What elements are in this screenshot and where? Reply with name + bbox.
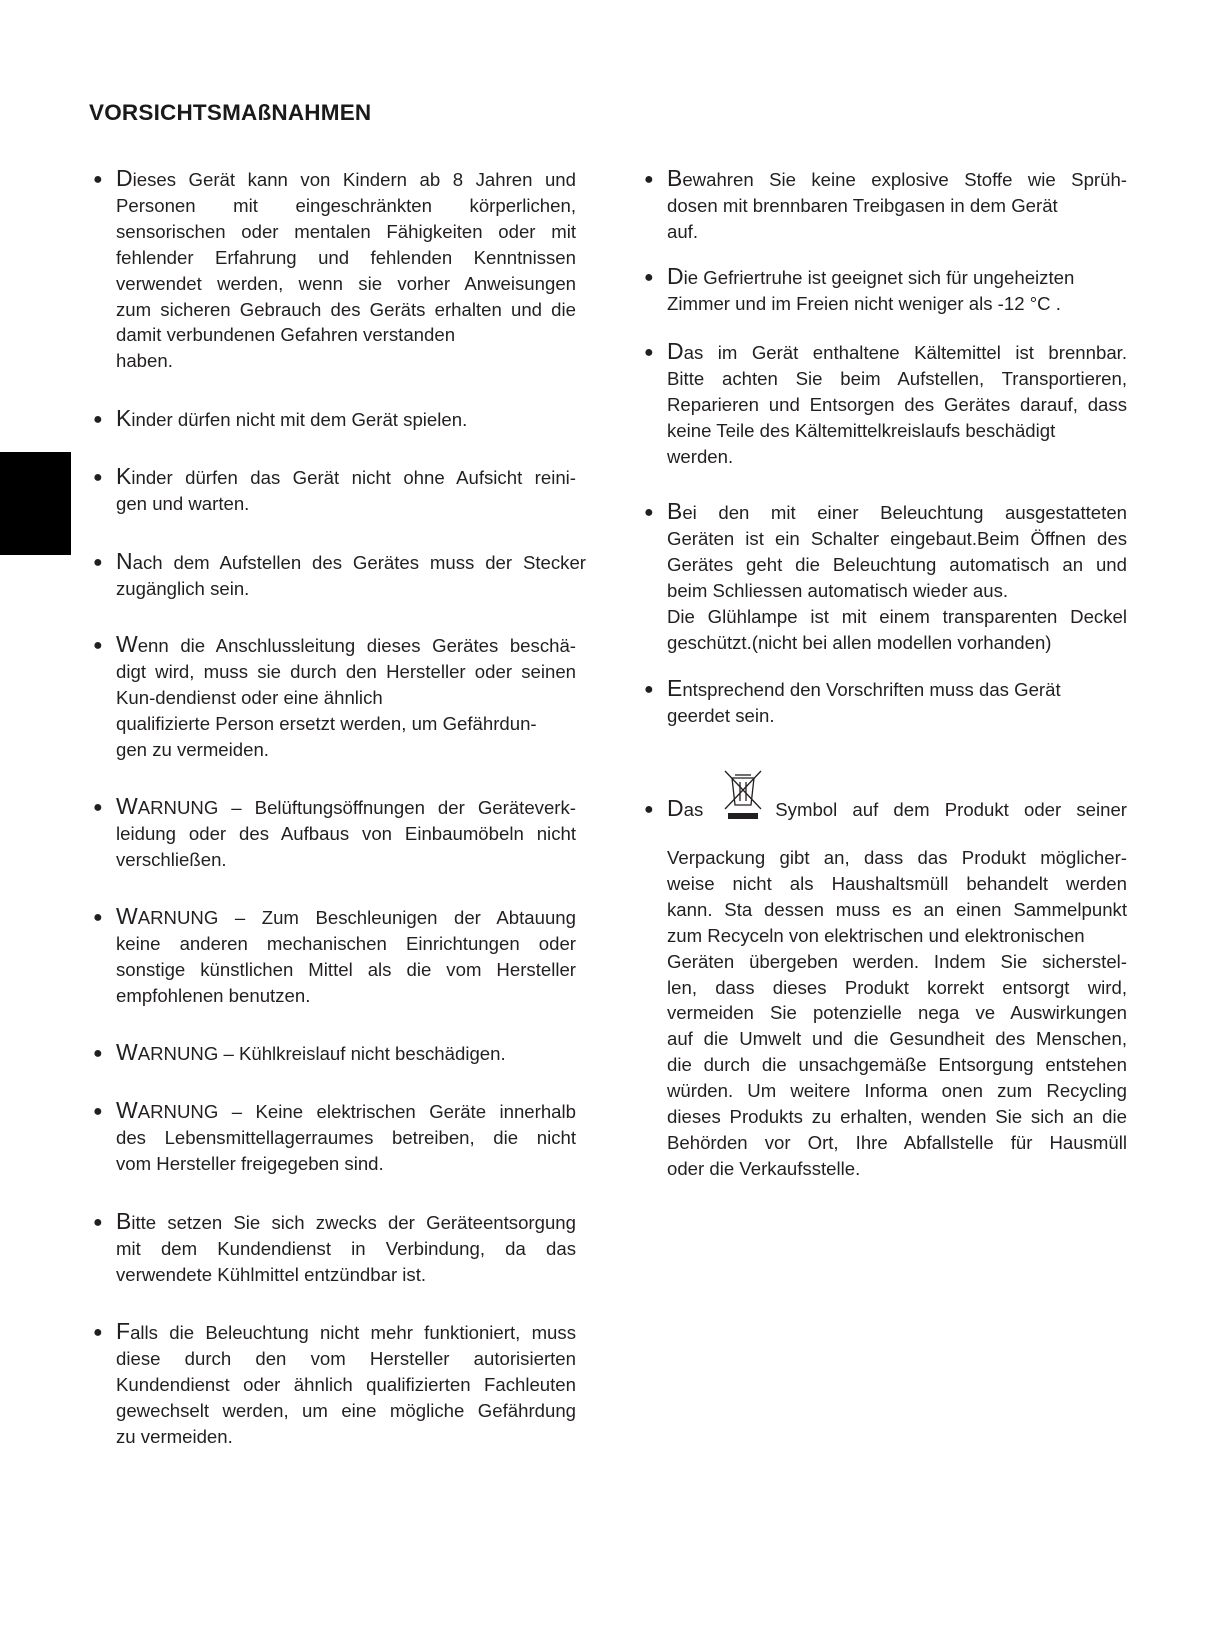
list-item: ● Die Gefriertruhe ist geeignet sich für ungeheizten Zimmer und im Freien nicht weniger als -12 °C . <box>644 263 1075 314</box>
bullet-icon: ● <box>93 1324 103 1341</box>
bullet-icon: ● <box>93 1103 103 1120</box>
bullet-icon: ● <box>644 801 654 818</box>
bullet-icon: ● <box>93 469 103 486</box>
bullet-icon: ● <box>93 1214 103 1231</box>
list-item: ● Kinder dürfen nicht mit dem Gerät spielen. <box>93 405 468 431</box>
bullet-icon: ● <box>93 171 103 188</box>
bullet-icon: ● <box>644 344 654 361</box>
bullet-icon: ● <box>644 504 654 521</box>
bullet-icon: ● <box>93 909 103 926</box>
list-item: ● Nach dem Aufstellen des Gerätes muss der Stecker zugänglich sein. <box>93 548 586 599</box>
list-item: ● WARNUNG – Kühlkreislauf nicht beschädigen. <box>93 1039 506 1065</box>
bullet-icon: ● <box>644 681 654 698</box>
list-item: ● Bitte setzen Sie sich zwecks der Geräteentsorgung mit dem Kundendienst in Verbindung, da das verwendete Kühlmittel entzündbar ist. <box>93 1208 576 1285</box>
weee-crossed-bin-icon <box>721 797 765 845</box>
bullet-icon: ● <box>93 1045 103 1062</box>
bullet-icon: ● <box>93 799 103 816</box>
list-item: ● Wenn die Anschlussleitung dieses Gerätes beschä- digt wird, muss sie durch den Hersteller oder seinen Kun-dendienst oder eine ähnlich qualifizierte Person ersetzt werden, um Gefährdun- gen zu vermeiden. <box>93 631 576 760</box>
list-item: ● Falls die Beleuchtung nicht mehr funktioniert, muss diese durch den vom Hersteller autorisierten Kundendienst oder ähnlich qualifizierten Fachleuten gewechselt werden, um eine mögliche Gefährdung zu vermeiden. <box>93 1318 576 1447</box>
list-item: ● Das Symbol auf dem Produkt oder seiner Verpackung gibt an, dass das Produkt möglicher- weise nicht als Haushaltsmüll behandelt werden kann. Sta dessen muss es an einen Sammelpunkt zum Recyceln von elektrischen und elektronischen Geräten übergeben werden. Indem Sie sicherstel- len, dass dieses Produkt korrekt entsorgt wird, vermeiden Sie potenzielle nega ve Auswirkungen auf die Umwelt und die Gesundheit des Menschen, die durch die unsachgemäße Entsorgung entstehen würden. Um weitere Informa onen zum Recycling dieses Produkts zu erhalten, wenden Sie sich an die Behörden vor Ort, Ihre Abfallstelle für Hausmüll oder die Verkaufsstelle. <box>667 797 1127 1182</box>
list-item: ● Kinder dürfen das Gerät nicht ohne Aufsicht reini- gen und warten. <box>93 463 576 514</box>
list-item: ● WARNUNG – Keine elektrischen Geräte innerhalb des Lebensmittellagerraumes betreiben, die nicht vom Hersteller freigegeben sind. <box>93 1097 576 1174</box>
list-item: ● WARNUNG – Zum Beschleunigen der Abtauung keine anderen mechanischen Einrichtungen oder sonstige künstlichen Mittel als die vom Hersteller empfohlenen benutzen. <box>93 903 576 1006</box>
list-item: ● Dieses Gerät kann von Kindern ab 8 Jahren und Personen mit eingeschränkten körperlichen, sensorischen oder mentalen Fähigkeiten oder mit fehlender Erfahrung und fehlenden Kenntnissen verwendet werden, wenn sie vorher Anweisungen zum sicheren Gebrauch des Geräts erhalten und die damit verbundenen Gefahren verstanden haben. <box>93 165 576 372</box>
page-title: VORSICHTSMAßNAHMEN <box>89 100 372 125</box>
bullet-icon: ● <box>93 637 103 654</box>
bullet-icon: ● <box>93 411 103 428</box>
bullet-icon: ● <box>93 554 103 571</box>
list-item: ● Das im Gerät enthaltene Kältemittel ist brennbar. Bitte achten Sie beim Aufstellen, Transportieren, Reparieren und Entsorgen des Gerätes darauf, dass keine Teile des Kältemittelkreislaufs beschädigt werden. <box>644 338 1127 467</box>
list-item: ● Entsprechend den Vorschriften muss das Gerät geerdet sein. <box>644 675 1061 726</box>
list-item: ● WARNUNG – Belüftungsöffnungen der Geräteverk- leidung oder des Aufbaus von Einbaumöbeln nicht verschließen. <box>93 793 576 870</box>
bullet-icon: ● <box>644 171 654 188</box>
bullet-icon: ● <box>644 269 654 286</box>
list-item: ● Bei den mit einer Beleuchtung ausgestatteten Geräten ist ein Schalter eingebaut.Beim Öffnen des Gerätes geht die Beleuchtung automatisch an und beim Schliessen automatisch wieder aus. Die Glühlampe ist mit einem transparenten Deckel geschützt.(nicht bei allen modellen vorhanden) <box>644 498 1127 653</box>
side-tab-marker <box>0 452 71 555</box>
list-item: ● Bewahren Sie keine explosive Stoffe wie Sprüh- dosen mit brennbaren Treibgasen in dem Gerät auf. <box>644 165 1127 242</box>
